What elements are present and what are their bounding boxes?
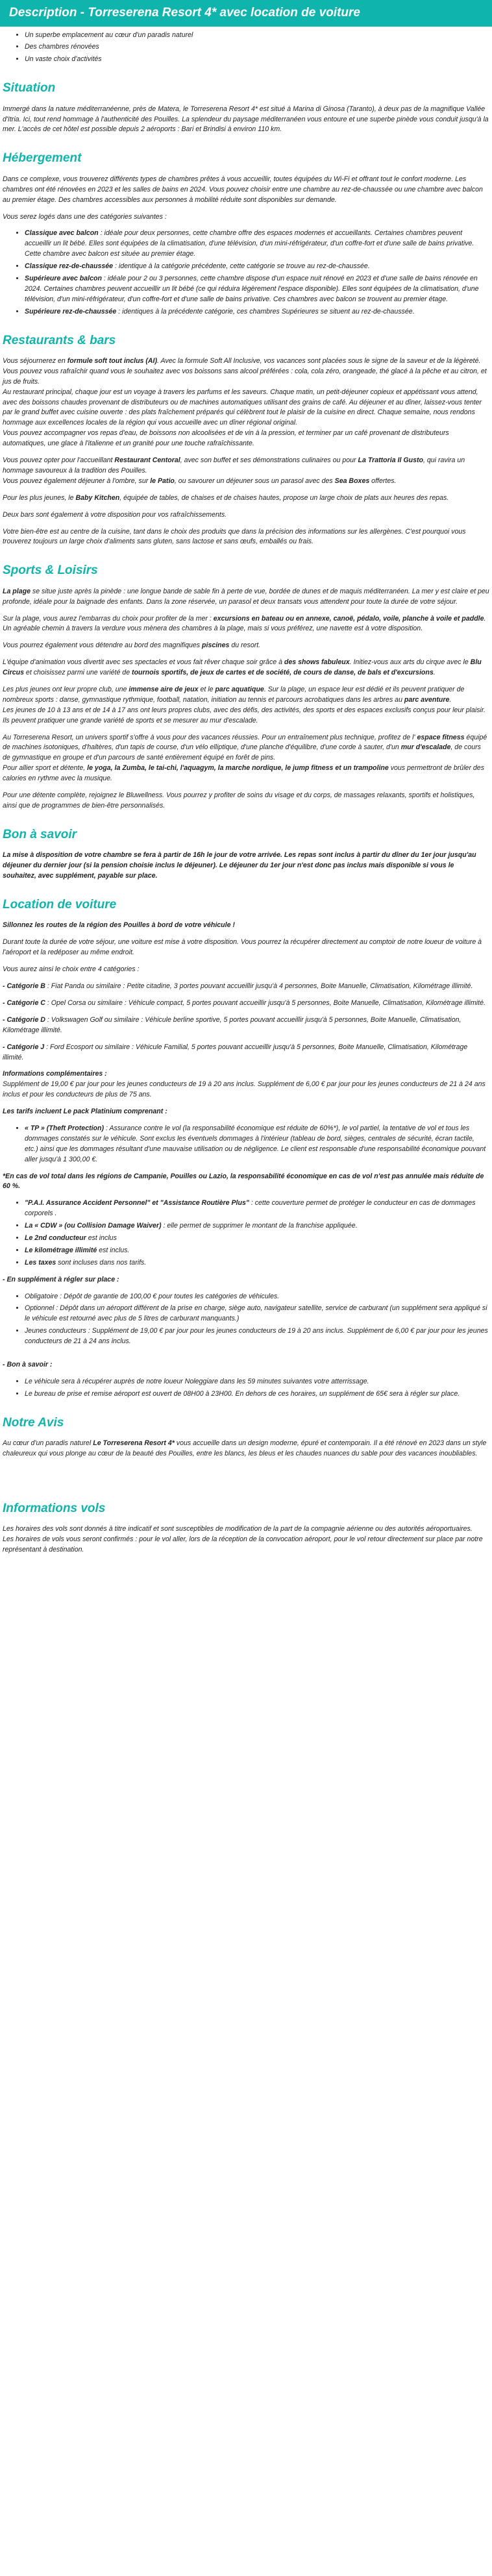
list-item: • Optionnel : Dépôt dans un aéroport différent de la prise en charge, siège auto, navigateur satellite, service de carburant (un supplément sera appliqué si le véhicule est retourné avec plus de 5 litres de carburant manquants.) <box>25 1304 489 1324</box>
list-item <box>25 229 489 260</box>
car-category: - Catégorie C : Opel Corsa ou similaire : Véhicule compact, 5 portes pouvant accueillir jusqu'à 5 personnes, Boite Manuelle, Climatisation, Kilométrage illimité. <box>3 998 486 1007</box>
section-title-hebergement: Hébergement <box>3 151 82 166</box>
room-desc: : identiques à la précédente catégorie, ces chambres Supérieures se situent au rez-de-chaussée. <box>116 307 415 316</box>
sports-text-1: La plage se situe juste après la pinède : une longue bande de sable fin à perte de vue, bordée de dunes et de maquis méditerranéen. La mer y est claire et peu profonde, idéale pour la baignade des enfants. Dans la zone réservée, un parasol et deux transats vous attendent pour toute la durée de votre séjour. <box>3 587 489 606</box>
section-title-location: Location de voiture <box>3 897 117 911</box>
list-item: • "P.A.I. Assurance Accident Personnel" et "Assistance Routière Plus" : cette couverture permet de protéger le conducteur en cas de dommages corporels . <box>25 1198 489 1219</box>
list-item: • Le bureau de prise et remise aéroport est ouvert de 08H00 à 23H00. En dehors de ces horaires, un supplément de 65€ sera à régler sur place. <box>25 1389 489 1400</box>
list-item: • Obligatoire : Dépôt de garantie de 100,00 € pour toutes les catégories de véhicules. <box>25 1292 489 1302</box>
theft-note: *En cas de vol total dans les régions de Campanie, Pouilles ou Lazio, la responsabilité économique en cas de vol n'est pas annulée mais réduite de 60 %. <box>3 1172 484 1191</box>
restaurants-text-2: Au restaurant principal, chaque jour est un voyage à travers les parfums et les saveurs. Chaque matin, un petit-déjeuner copieux et appétissant vous attend, avec des boissons chaudes provenant de distributeurs ou de machines automatiques utilisant des grains de café. Au déjeuner et au dîner, laissez-vous tenter par le grand buffet avec cuisine ouverte : des plats fraîchement préparés qui célèbrent tout le plaisir de la cuisine en direct. Chaque semaine, nous rendons hommage aux excellences locales de la région qui vous accueille avec un dîner régional original. <box>3 388 482 427</box>
complementary-info-text: Supplément de 19,00 € par jour pour les jeunes conducteurs de 19 à 20 ans inclus. Supplément de 6,00 € par jour pour les jeunes conducteurs de 21 à 24 ans inclus et pour les conducteurs de plus de 75 ans. <box>3 1080 486 1099</box>
vols-text-1: Les horaires des vols sont donnés à titre indicatif et sont susceptibles de modification de la part de la compagnie aérienne ou des autorités aéroportuaires. <box>3 1525 473 1533</box>
location-text: Durant toute la durée de votre séjour, une voiture est mise à votre disposition. Vous pourrez la récupérer directement au comptoir de notre loueur de voiture à l'aéroport et la redéposer au même endroit. <box>3 938 482 957</box>
content <box>0 31 492 1556</box>
room-name: Supérieure avec balcon <box>25 274 102 282</box>
hebergement-categories-intro: Vous serez logés dans une des catégories suivantes : <box>3 212 167 221</box>
list-item: • Le véhicule sera à récupérer auprès de notre loueur Noleggiare dans les 59 minutes suivantes votre atterrissage. <box>25 1377 489 1387</box>
restaurants-text-7: Deux bars sont également à votre disposition pour vos rafraîchissements. <box>3 510 227 519</box>
savoir-title: - Bon à savoir : <box>3 1360 53 1368</box>
list-item: • Jeunes conducteurs : Supplément de 19,00 € par jour pour les jeunes conducteurs de 19 à 20 ans inclus. Supplément de 6,00 € par jour pour les jeunes conducteurs de 21 à 24 ans inclus. <box>25 1326 489 1347</box>
situation-text: Immergé dans la nature méditerranéenne, près de Matera, le Torreserena Resort 4* est situé à Marina di Ginosa (Taranto), à deux pas de la magnifique Vallée d'Itria. Ici, tout rend hommage à l'authenticité des Pouilles. La splendeur du paysage méditerranéen vous entoure et une superbe pinède vous conduit jusqu'à la mer. L'accès de cet hôtel est possible depuis 2 aéroports : Bari et Brindisi à environ 110 km. <box>3 105 489 134</box>
supplement-title: - En supplément à régler sur place : <box>3 1275 119 1283</box>
section-title-restaurants: Restaurants & bars <box>3 333 116 347</box>
location-intro: Sillonnez les routes de la région des Pouilles à bord de votre véhicule ! <box>3 921 235 930</box>
sports-text-8: Pour allier sport et détente, le yoga, la Zumba, le tai-chi, l'aquagym, la marche nordique, le jump fitness et un trampoline vous permettront de brûler des calories en rythme avec la musique. <box>3 764 484 783</box>
complementary-info-title: Informations complémentaires : <box>3 1070 107 1078</box>
room-desc: : idéale pour 2 ou 3 personnes, cette chambre dispose d'un espace nuit rénové en 2023 et d'une salle de bains rénovée en 2024. Certaines chambres peuvent accueillir un lit bébé (ce qui réduira légèrement l'espace disponible). Elles sont équipées de la climatisation, d'une télévision, d'un mini-réfrigérateur, d'un coffre-fort et d'une salle de bains privative. Ces chambres avec balcon se trouvent au premier étage. <box>25 274 479 303</box>
room-categories <box>3 229 489 317</box>
sports-text-9: Pour une détente complète, rejoignez le Bluwellness. Vous pourrez y profiter de soins du visage et du corps, de massages relaxants, sportifs et holistiques, ainsi que de programmes de bien-être personnalisés. <box>3 791 475 810</box>
list-item: • Des chambres rénovées <box>25 42 489 53</box>
bon-a-savoir-text: La mise à disposition de votre chambre se fera à partir de 16h le jour de votre arrivée. Les repas sont inclus à partir du dîner du 1er jour jusqu'au déjeuner du dernier jour (si la pension choisie inclus le déjeuner). Le déjeuner du 1er jour n'est donc pas inclus mais disponible si vous le souhaitez, avec supplément, payable sur place. <box>3 851 476 880</box>
list-item <box>25 307 489 317</box>
list-item: • Un vaste choix d'activités <box>25 55 489 65</box>
section-title-situation: Situation <box>3 81 56 95</box>
list-item: • La « CDW » (ou Collision Damage Waiver) : elle permet de supprimer le montant de la franchise appliquée. <box>25 1221 489 1232</box>
list-item <box>25 262 489 272</box>
room-name: Supérieure rez-de-chaussée <box>25 307 117 316</box>
list-item: • Les taxes sont incluses dans nos tarifs. <box>25 1258 489 1269</box>
sports-text-3: Vous pourrez également vous détendre au bord des magnifiques piscines du resort. <box>3 641 261 650</box>
list-item: • Le kilométrage illimité est inclus. <box>25 1246 489 1256</box>
restaurants-text-5: Vous pouvez également déjeuner à l'ombre, sur le Patio, ou savourer un déjeuner sous un parasol avec des Sea Boxes offertes. <box>3 477 397 485</box>
vols-text-2: Les horaires de vols vous seront confirmés : pour le vol aller, lors de la réception de la convocation aéroport, pour le vol retour directement sur place par notre représentant à destination. <box>3 1535 483 1554</box>
room-name: Classique avec balcon <box>25 229 99 238</box>
list-item <box>25 274 489 305</box>
room-name: Classique rez-de-chaussée <box>25 262 114 271</box>
location-categories-intro: Vous aurez ainsi le choix entre 4 catégories : <box>3 965 140 974</box>
description-banner: Description - Torreserena Resort 4* avec location de voiture <box>0 0 492 27</box>
section-title-bon-a-savoir: Bon à savoir <box>3 827 77 841</box>
restaurants-text-8: Votre bien-être est au centre de la cuisine, tant dans le choix des produits que dans la précision des informations sur les allergènes. C'est pourquoi vous trouverez toujours un large choix d'aliments sans gluten, sans lactose et sans œufs, emballés ou frais. <box>3 527 466 546</box>
hebergement-text: Dans ce complexe, vous trouverez différents types de chambres prêtes à vous accueillir, toutes équipées du Wi-Fi et offrant tout le confort moderne. Les chambres ont été rénovées en 2023 et les salles de bains en 2024. Vous pouvez choisir entre une chambre au rez-de-chaussée ou une chambre avec balcon au premier étage. Des chambres accessibles aux personnes à mobilité réduite sont disponibles sur demande. <box>3 175 483 204</box>
avis-text: Au cœur d'un paradis naturel Le Torreserena Resort 4* vous accueille dans un design moderne, épuré et contemporain. Il a été rénové en 2023 dans un style chaleureux qui vous plonge au cœur de la beauté des Pouilles, entre les blancs, les bleus et les chaudes nuances du sable pour des vacances inoubliables. <box>3 1439 487 1458</box>
section-title-sports: Sports & Loisirs <box>3 564 98 578</box>
restaurants-text-3: Vous pouvez accompagner vos repas d'eau, de boissons non alcoolisées et de vin à la pression, et terminer par un café provenant de distributeurs automatiques, une glace à l'italienne et un granité pour une touche rafraîchissante. <box>3 429 449 448</box>
car-category: - Catégorie B : Fiat Panda ou similaire : Petite citadine, 3 portes pouvant accueillir jusqu'à 4 personnes, Boite Manuelle, Climatisation, Kilométrage illimité. <box>3 982 473 991</box>
sports-text-7: Au Torreserena Resort, un univers sportif s'offre à vous pour des vacances réussies. Pour un entraînement plus technique, profitez de l' espace fitness équipé de machines isotoniques, d'haltères, d'un tapis de course, d'un vélo elliptique, d'une planche d'équilibre, d'une corde à sauter, d'un mur d'escalade, de cours de gymnastique en groupe et d'un parcours de santé entièrement équipé en forêt de pins. <box>3 733 487 762</box>
list-item: • « TP » (Theft Protection) : Assurance contre le vol (la responsabilité économique est réduite de 60%*), le vol partiel, la tentative de vol et tous les dommages constatés sur le véhicule. Sont exclus les éventuels dommages à l'intérieur (tableau de bord, sièges, centrales de sécurité, écran tactile, etc.) ainsi que les dommages résultant d'une mauvaise utilisation ou de négligence. Le client est responsable d'une responsabilité économique pouvant aller jusqu'à 1 300,00 €. <box>25 1124 489 1165</box>
sports-text-4: L'équipe d'animation vous divertit avec ses spectacles et vous fait rêver chaque soir grâce à des shows fabuleux. Initiez-vous aux arts du cirque avec le Blu Circus et choisissez parmi une variété de tournois sportifs, de jeux de cartes et de société, de cours de danse, de bals et d'excursions. <box>3 658 482 677</box>
intro-list <box>3 31 489 66</box>
restaurants-text-4: Vous pouvez opter pour l'accueillant Restaurant Centoral, avec son buffet et ses démonstrations culinaires ou pour La Trattoria Il Gusto, qui ravira un hommage savoureux à la tradition des Pouilles. <box>3 456 465 475</box>
tarifs-title: Les tarifs incluent Le pack Platinium comprenant : <box>3 1108 167 1116</box>
supplement-list <box>3 1292 489 1347</box>
restaurants-text-6: Pour les plus jeunes, le Baby Kitchen, équipée de tables, de chaises et de chaises hautes, propose un large choix de plats aux heures des repas. <box>3 493 449 502</box>
room-desc: : identique à la catégorie précédente, cette catégorie se trouve au rez-de-chaussée. <box>113 262 370 271</box>
savoir-list <box>3 1377 489 1400</box>
tarifs-list <box>3 1124 489 1165</box>
room-desc: : idéale pour deux personnes, cette chambre offre des espaces modernes et accueillants. Certaines chambres peuvent accueillir un lit bébé. Elles sont équipées de la climatisation, d'une télévision, d'un mini-réfrigérateur, d'un coffre-fort et d'une salle de bains privative. Cette chambre avec balcon est située au premier étage. <box>25 229 474 258</box>
car-category: - Catégorie J : Ford Ecosport ou similaire : Véhicule Familial, 5 portes pouvant accueillir jusqu'à 5 personnes, Boite Manuelle, Climatisation, Kilométrage illimité. <box>3 1043 468 1061</box>
section-title-avis: Notre Avis <box>3 1415 64 1430</box>
list-item: • Un superbe emplacement au cœur d'un paradis naturel <box>25 31 489 41</box>
restaurants-text-1: Vous séjournerez en formule soft tout inclus (AI). Avec la formule Soft All Inclusive, vos vacances sont placées sous le signe de la saveur et de la légèreté. Vous pouvez vous rafraîchir quand vous le souhaitez avec vos boissons sans alcool préférées : cola, cola zéro, orangeade, thé glacé à la pêche et au citron, et jus de fruits. <box>3 357 487 386</box>
car-category: - Catégorie D : Volkswagen Golf ou similaire : Véhicule berline sportive, 5 portes pouvant accueillir jusqu'à 5 personnes, Boite Manuelle, Climatisation, Kilométrage illimité. <box>3 1015 461 1034</box>
pack-list <box>3 1198 489 1268</box>
sports-text-2: Sur la plage, vous aurez l'embarras du choix pour profiter de la mer : excursions en bateau ou en annexe, canoë, pédalo, voile, planche à voile et paddle. Un agréable chemin à travers la verdure vous mènera des chambres à la plage, mais si vous préférez, une navette est à votre disposition. <box>3 614 486 633</box>
sports-text-5: Les plus jeunes ont leur propre club, une immense aire de jeux et le parc aquatique. Sur la plage, un espace leur est dédié et ils peuvent pratiquer de nombreux sports : danse, gymnastique rythmique, football, natation, initiation au tennis et parcours acrobatiques dans les arbres au parc aventure. <box>3 686 465 704</box>
list-item: • Le 2nd conducteur est inclus <box>25 1233 489 1244</box>
section-title-vols: Informations vols <box>3 1501 106 1515</box>
sports-text-6: Les jeunes de 10 à 13 ans et de 14 à 17 ans ont leurs propres clubs, avec des défis, des activités, des sports et des espaces exclusifs conçus pour leur plaisir. Ils peuvent pratiquer une grande variété de sports et se mesurer au mur d'escalade. <box>3 706 486 724</box>
